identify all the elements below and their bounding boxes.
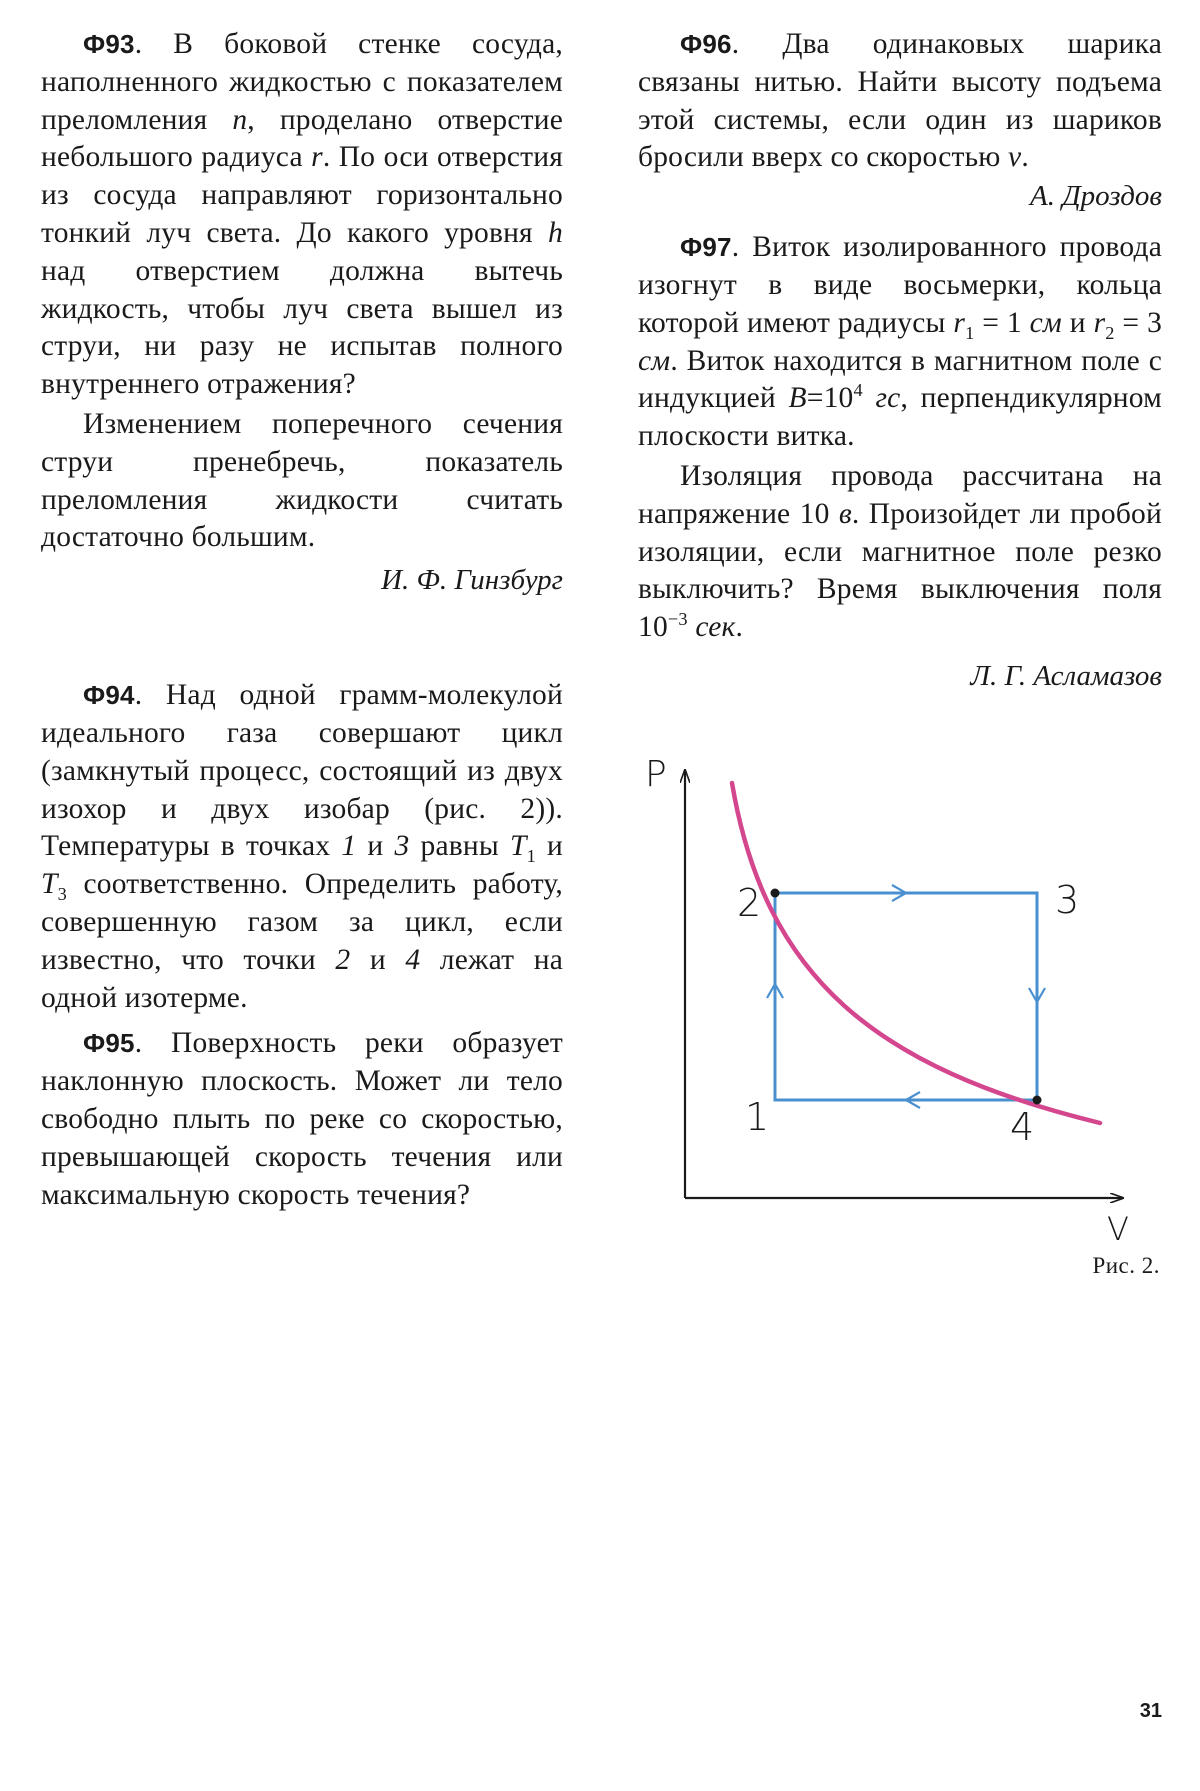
problem-f93 bbox=[41, 26, 563, 599]
f93-number: Ф93 bbox=[83, 29, 135, 59]
point-4-dot bbox=[1033, 1096, 1042, 1105]
page-number: 31 bbox=[1139, 1700, 1162, 1722]
axis-p-label: P bbox=[645, 754, 667, 795]
point-4-label: 4 bbox=[1010, 1105, 1035, 1149]
f94-paragraph: Ф94. Над одной грамм-молекулой идеального газа совершают цикл (замкнутый процесс, состоящий из двух изохор и двух изобар (рис. 2)). Температуры в точках 1 и 3 равны $T_1$ и $T_3$ соответственно. Определить работу, совершенную газом за цикл, если известно, что точки 2 и 4 лежат на одной изотерме. bbox=[41, 679, 564, 1014]
cycle-rectangle bbox=[767, 885, 1045, 1108]
f93-paragraph-1: Ф93. В боковой стенке сосуда, наполненного жидкостью с показателем преломления n, проделано отверстие небольшого радиуса r. По оси отверстия из сосуда направляют горизонтально тонкий луч света. До какого уровня h над отверстием должна вытечь жидкость, чтобы луч света вышел из струи, ни разу не испытав полного внутреннего отражения? bbox=[41, 28, 563, 401]
problem-f96 bbox=[638, 26, 1162, 215]
axis-v-label: V bbox=[1107, 1210, 1129, 1248]
f95-number: Ф95 bbox=[83, 1028, 135, 1059]
point-2-dot bbox=[771, 889, 780, 898]
problem-f95 bbox=[41, 1025, 563, 1214]
isotherm-curve bbox=[732, 783, 1100, 1123]
f94-number: Ф94 bbox=[83, 680, 135, 711]
f97-author: Л. Г. Асламазов bbox=[970, 659, 1162, 692]
right-column bbox=[638, 26, 1162, 695]
f96-paragraph: Ф96. Два одинаковых шарика связаны нитью. Найти высоту подъема этой системы, если один из шариков бросили вверх со скоростью v. bbox=[638, 28, 1162, 174]
figure-caption: Рис. 2. bbox=[1092, 1253, 1160, 1278]
problem-f97 bbox=[638, 229, 1162, 695]
f97-paragraph-1: Ф97. Виток изолированного провода изогнут в виде восьмерки, кольца которой имеют радиусы $r_1 = 1$ см и $r_2 = 3$ см. Виток находится в магнитном поле с индукцией $B=10^4$ гс, перпендикулярном плоскости витка. bbox=[638, 231, 1163, 453]
f95-paragraph: Ф95. Поверхность реки образует наклонную плоскость. Может ли тело свободно плыть по реке со скоростью, превышающей скорость течения или максимальную скорость течения? bbox=[41, 1027, 563, 1211]
f97-number: Ф97 bbox=[680, 232, 732, 263]
f93-author: И. Ф. Гинзбург bbox=[381, 564, 563, 597]
problem-f94 bbox=[41, 677, 563, 1017]
point-2-label: 2 bbox=[737, 881, 762, 925]
point-1-label: 1 bbox=[745, 1095, 770, 1139]
pv-diagram bbox=[645, 748, 1165, 1248]
f96-number: Ф96 bbox=[680, 29, 732, 59]
f97-paragraph-2: Изоляция провода рассчитана на напряжение 10 в. Произойдет ли пробой изоляции, если магнитное поле резко выключить? Время выключения поля $10^{-3}$ сек. bbox=[638, 459, 1162, 644]
point-3-label: 3 bbox=[1055, 878, 1080, 922]
left-column bbox=[41, 26, 563, 1214]
pv-diagram-svg bbox=[645, 748, 1165, 1248]
f93-paragraph-2: Изменением поперечного сечения струи пренебречь, показатель преломления жидкости считать достаточно большим. bbox=[41, 407, 563, 554]
f96-author: А. Дроздов bbox=[1030, 180, 1162, 213]
